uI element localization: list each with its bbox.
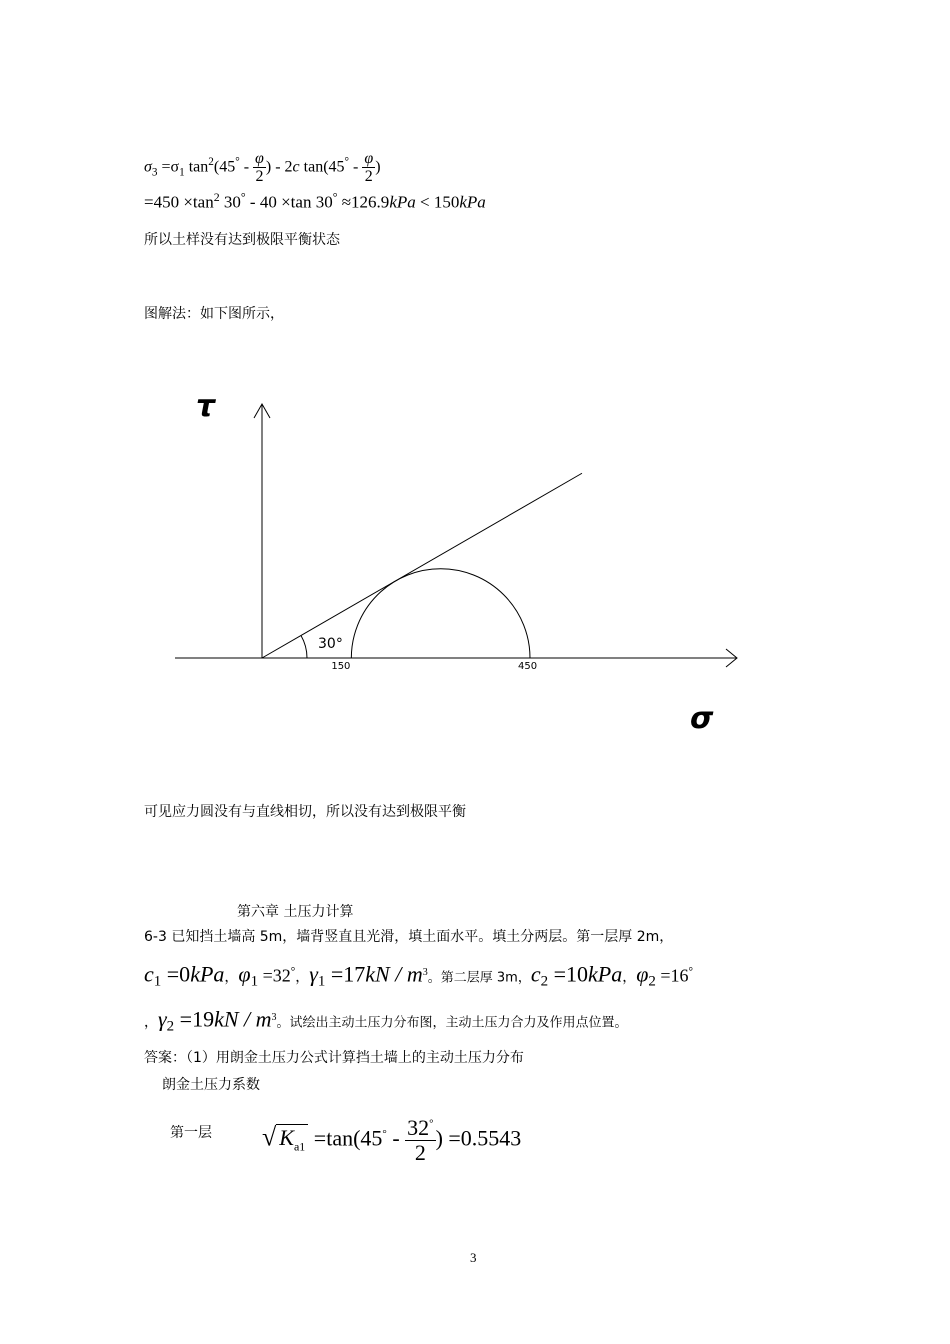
deg-1: °: [235, 156, 240, 168]
problem-tail: 。试绘出主动土压力分布图，主动土压力合力及作用点位置。: [276, 1015, 628, 1031]
failure-envelope-line: [262, 473, 582, 658]
g1-unit: kN / m: [365, 961, 423, 987]
g1-symbol: γ: [309, 961, 318, 987]
k-symbol: K: [279, 1125, 294, 1151]
mohr-circle-diagram: [0, 380, 950, 740]
eq2-d: ≈126.9: [337, 192, 390, 212]
sqrt-sign: √: [262, 1122, 277, 1152]
ka-eq: =tan(45: [308, 1125, 383, 1151]
g2-unit: kN / m: [214, 1006, 272, 1032]
eq2-deg2: °: [332, 190, 338, 204]
sqrt-content: [276, 1124, 308, 1154]
eq2-a: =450 ×tan: [144, 192, 214, 212]
eq2-b: 30: [219, 192, 241, 212]
eq2-unit2: kPa: [459, 192, 486, 212]
c1-val: =0: [161, 961, 191, 987]
page-number: 3: [470, 1250, 477, 1265]
ka-fraction: [405, 1116, 435, 1165]
deg-2: °: [344, 156, 349, 168]
equation-sigma3: [144, 140, 381, 195]
phi-num-b: φ: [364, 149, 374, 167]
sub-1: 1: [179, 166, 185, 179]
eq-sigma: =σ: [157, 158, 180, 176]
sep-2: ，: [295, 969, 310, 986]
tan-text: tan: [184, 158, 209, 176]
angle-label: 30°: [318, 636, 343, 652]
den-a: 2: [255, 168, 264, 186]
phi-over-2-b: [362, 150, 375, 186]
ka-equation: [262, 1104, 521, 1177]
sep-4: ，: [144, 1014, 158, 1031]
g1-sup: 3: [422, 967, 428, 978]
phi-over-2-a: [253, 150, 266, 186]
ka-minus: -: [386, 1125, 406, 1151]
eq2-deg1: °: [240, 190, 246, 204]
visible-text: 可见应力圆没有与直线相切，所以没有达到极限平衡: [144, 804, 466, 820]
phi-num-a: φ: [255, 149, 264, 167]
ka-result: ) =0.5543: [435, 1125, 522, 1151]
sigma-axis-label: σ: [690, 701, 714, 736]
k-sub: a1: [293, 1139, 306, 1154]
c1-sub: 1: [153, 973, 162, 990]
open-45: (45: [213, 158, 236, 176]
sep-1: ，: [224, 969, 239, 986]
chapter-title: 第六章 土压力计算: [237, 904, 354, 920]
den-b: 2: [364, 168, 373, 186]
tick-label-450: 450: [518, 661, 538, 672]
phi2-symbol: φ: [636, 961, 649, 987]
c1-symbol: c: [144, 961, 154, 987]
minus-2: -: [349, 158, 363, 176]
problem-line-3: [144, 998, 628, 1047]
eq2-c: - 40 ×tan 30: [245, 192, 333, 212]
deg-phi1: °: [290, 966, 296, 978]
phi1-val: =32: [258, 965, 291, 986]
phi1-sub: 1: [250, 973, 259, 990]
mid-text: ) - 2: [265, 158, 293, 176]
tau-axis-label: τ: [196, 389, 216, 424]
phi2-val: =16: [655, 965, 689, 986]
ka-deg: °: [382, 1128, 387, 1140]
sub-3: 3: [151, 166, 158, 179]
g1-val: =17: [325, 961, 366, 987]
g2-sub: 2: [166, 1018, 175, 1035]
layer-label: 第一层: [170, 1125, 212, 1141]
phi1-symbol: φ: [238, 961, 251, 987]
sep-3: ，: [622, 969, 637, 986]
phi2-sub: 2: [648, 973, 656, 990]
eq2-e: < 150: [415, 192, 460, 212]
close-paren: ): [375, 158, 381, 176]
mid-text-2: 。第二层厚 3m，: [427, 970, 531, 986]
conclusion-text: 所以土样没有达到极限平衡状态: [144, 232, 340, 248]
g2-symbol: γ: [158, 1006, 167, 1032]
c2-sub: 2: [540, 973, 549, 990]
c2-unit: kPa: [588, 961, 623, 987]
tan-45-b: tan(45: [299, 158, 345, 176]
eq2-unit1: kPa: [389, 192, 416, 212]
minus-1: -: [239, 158, 254, 176]
sigma-symbol: σ: [144, 158, 152, 176]
c-symbol: c: [292, 158, 300, 176]
c2-val: =10: [548, 961, 589, 987]
deg-phi2: °: [688, 966, 694, 978]
answer-line: 答案：（1）用朗金土压力公式计算挡土墙上的主动土压力分布: [144, 1050, 524, 1066]
answer-subtitle: 朗金土压力系数: [162, 1077, 260, 1093]
problem-line-2: [144, 952, 693, 1002]
graphic-method-text: 图解法：如下图所示，: [144, 306, 284, 322]
mohr-circle: [351, 569, 530, 658]
problem-line-1: 6-3 已知挡土墙高 5m，墙背竖直且光滑，填土面水平。填土分两层。第一层厚 2m，: [144, 929, 674, 945]
angle-arc: [301, 636, 307, 659]
c1-unit: kPa: [190, 961, 225, 987]
tan-sup: 2: [208, 156, 214, 168]
ka-num: 32°: [407, 1114, 434, 1140]
equation-result: [144, 190, 486, 213]
g1-sub: 1: [317, 973, 326, 990]
g2-val: =19: [174, 1006, 215, 1032]
g2-sup: 3: [271, 1012, 277, 1023]
tick-label-150: 150: [331, 661, 351, 672]
c2-symbol: c: [530, 961, 541, 987]
ka-den: 2: [414, 1139, 426, 1165]
eq2-sup: 2: [213, 190, 220, 204]
